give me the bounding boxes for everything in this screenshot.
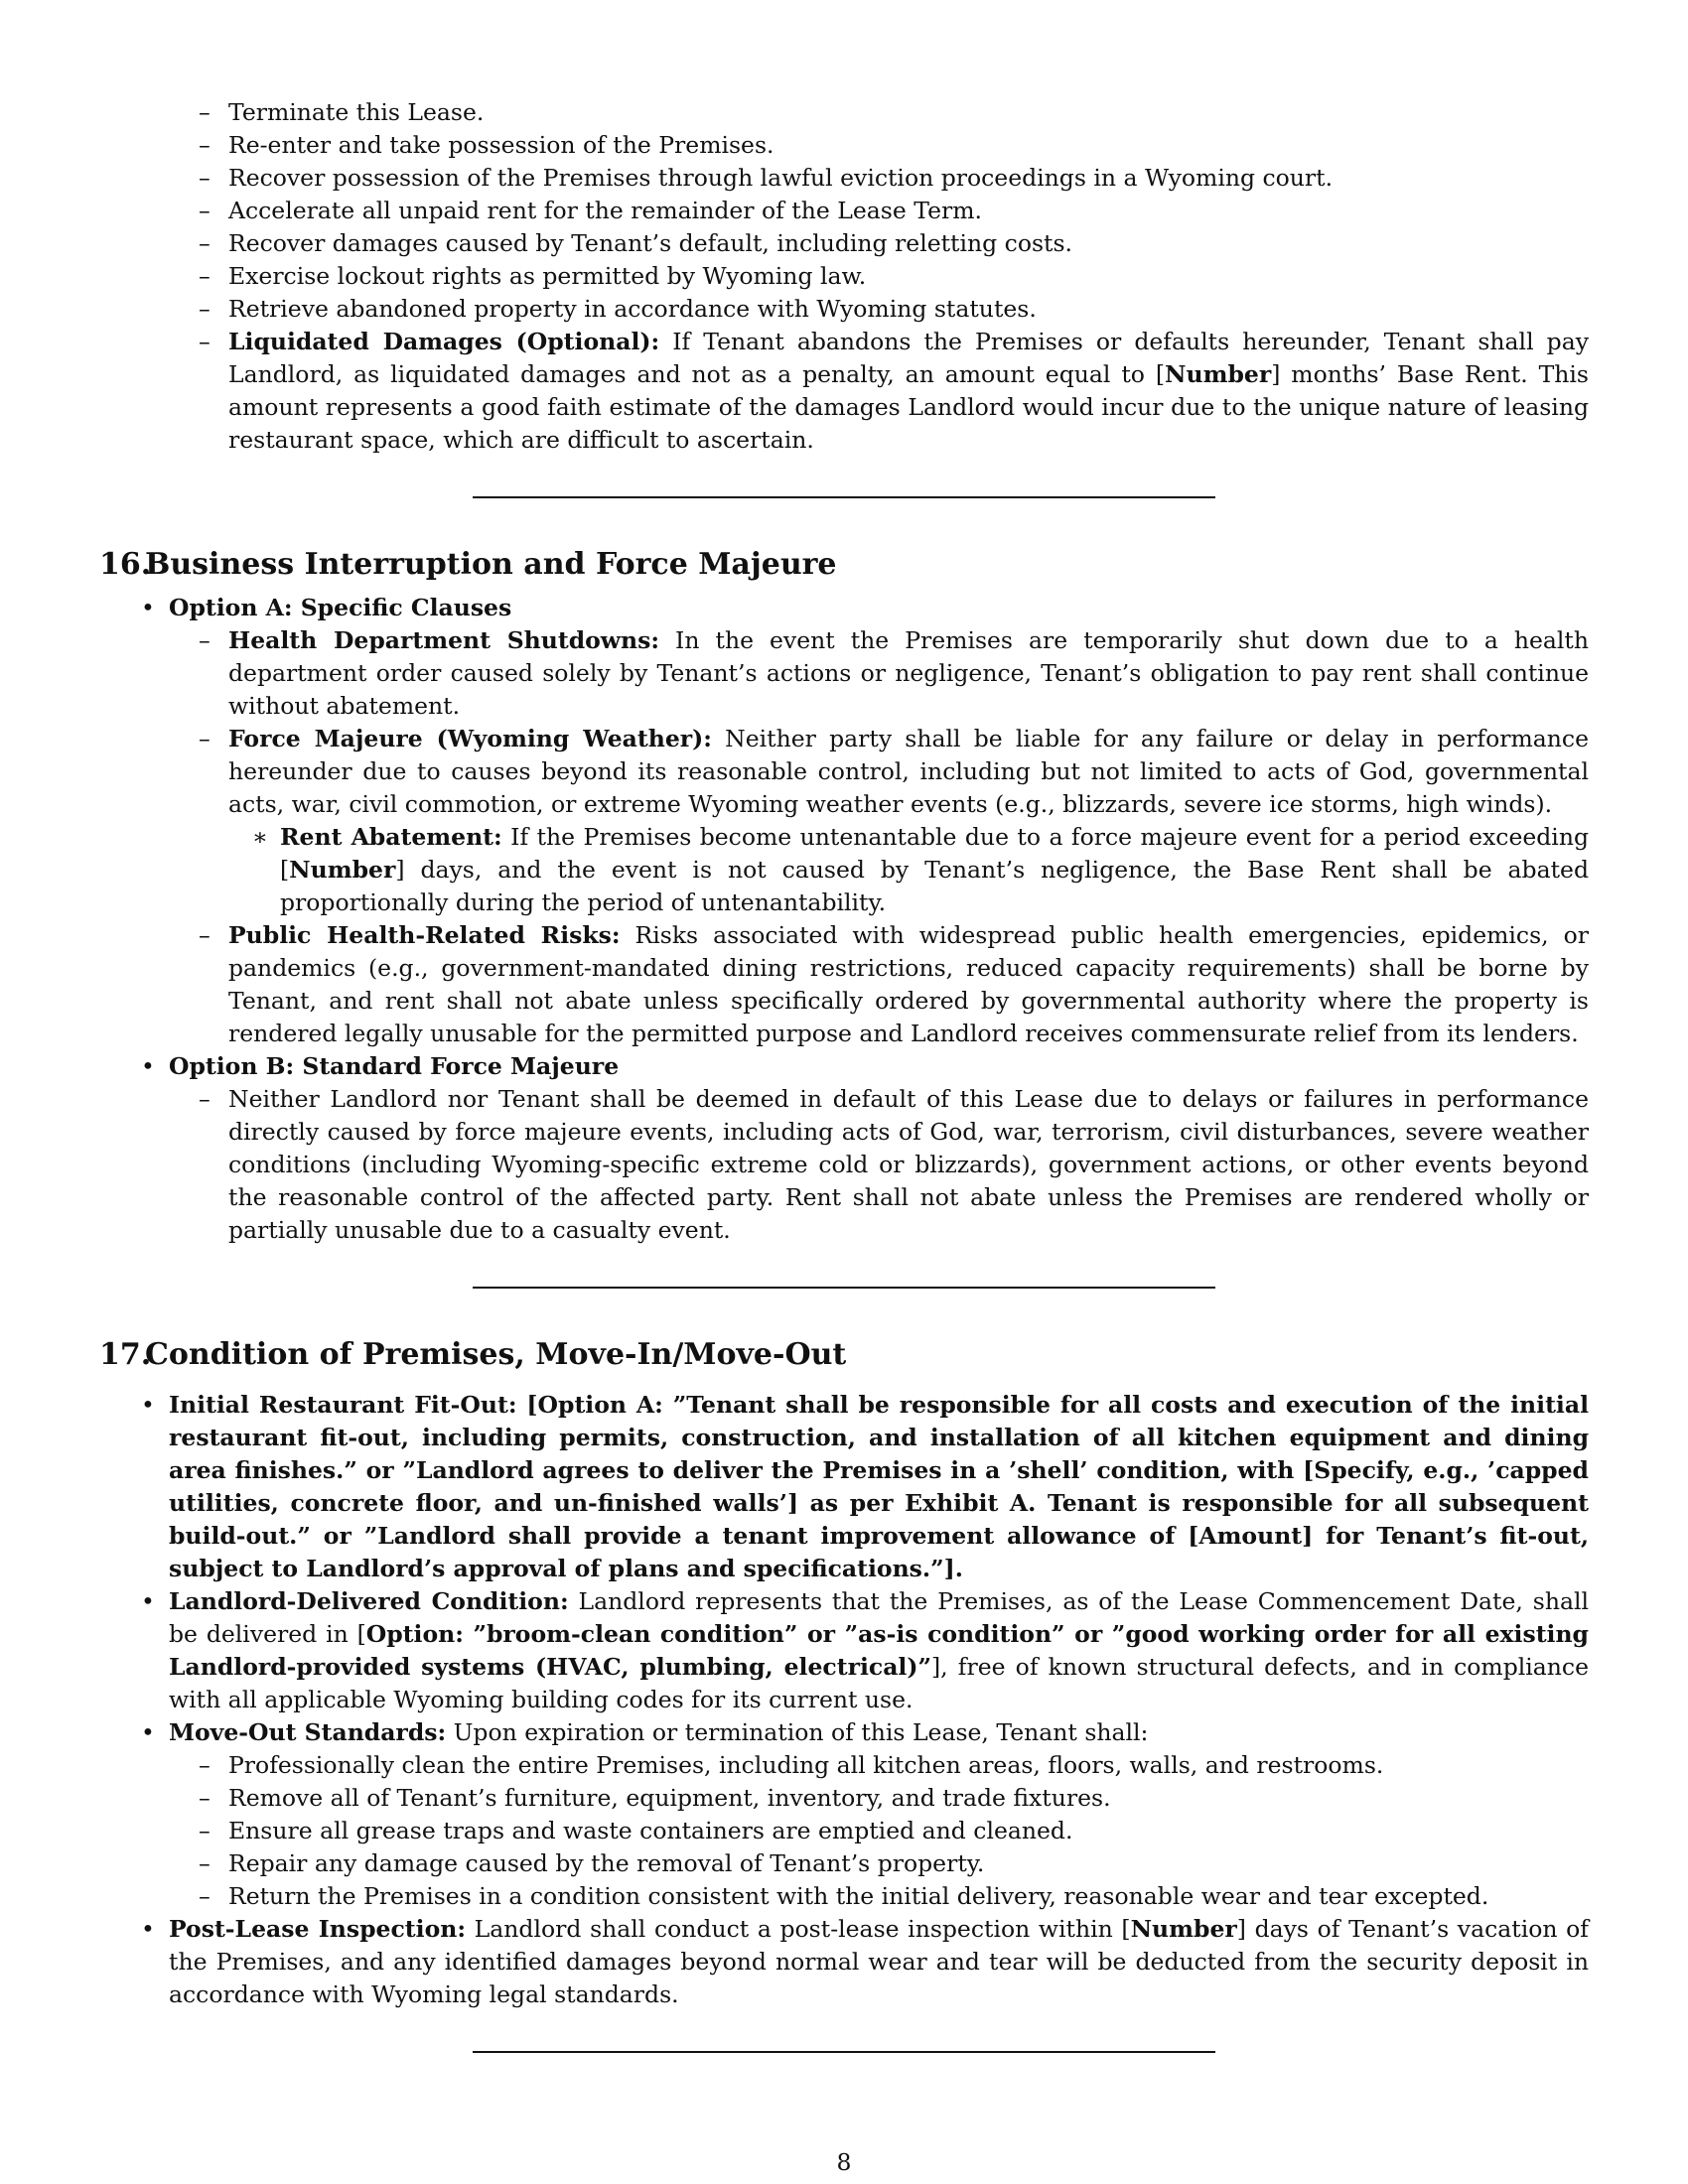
inspection-item: • Post-Lease Inspection: Landlord shall conduct a post-lease inspection within [Number] days of Tenant’s vacation of the Premises, and any identified damages beyond normal wear and tear will be deducted from the security deposit in accordance with Wyoming legal standards. — [169, 1913, 1589, 2011]
remedies-list — [99, 96, 1589, 457]
option-b-item — [169, 1050, 1589, 1247]
number-placeholder: Number — [1130, 1915, 1237, 1943]
weather-subclauses — [228, 821, 1589, 919]
option-a-label: Option A: Specific Clauses — [169, 594, 512, 621]
list-item: – Terminate this Lease. — [228, 96, 1589, 129]
list-item: – Retrieve abandoned property in accordance with Wyoming statutes. — [228, 293, 1589, 326]
number-placeholder: Number — [1165, 360, 1272, 388]
list-item: – Ensure all grease traps and waste containers are emptied and cleaned. — [228, 1815, 1589, 1847]
standard-force-majeure-clause: – Neither Landlord nor Tenant shall be deemed in default of this Lease due to delays or failures in performance directly caused by force majeure events, including acts of God, war, terrorism, civil disturbances, severe weather conditions (including Wyoming-specific extreme cold or blizzards), government actions, or other events beyond the reasonable control of the affected party. Rent shall not abate unless the Premises are rendered wholly or partially unusable due to a casualty event. — [228, 1083, 1589, 1247]
section-17-heading: 17.Condition of Premises, Move-In/Move-Out — [99, 1337, 847, 1372]
rent-abatement-clause: ∗ Rent Abatement: If the Premises become untenantable due to a force majeure event for a period exceeding [Number] days, and the event is not caused by Tenant’s negligence, the Base Rent shall be abated proportionally during the period of untenantability. — [280, 821, 1589, 919]
delivered-condition-item: • Landlord-Delivered Condition: Landlord represents that the Premises, as of the Lease Commencement Date, shall be delivered in [Option: ”broom-clean condition” or ”as-is condition” or ”good working order for all existing Landlord-provided systems (HVAC, plumbing, electrical)”], free of known structural defects, and in compliance with all applicable Wyoming building codes for its current use. — [169, 1585, 1589, 1716]
option-a-clauses — [169, 624, 1589, 1050]
list-item: – Recover possession of the Premises through lawful eviction proceedings in a Wyoming court. — [228, 162, 1589, 195]
option-b-clauses — [169, 1083, 1589, 1247]
page-number: 8 — [836, 2148, 852, 2176]
option-b-label: Option B: Standard Force Majeure — [169, 1052, 620, 1080]
option-a-item — [169, 592, 1589, 1050]
section-16-options — [99, 592, 1589, 1247]
condition-option: Option: ”broom-clean condition” or ”as-is condition” or ”good working order for all existing Landlord-provided systems (HVAC, plumbing, electrical)” — [169, 1620, 1589, 1681]
list-item: – Professionally clean the entire Premises, including all kitchen areas, floors, walls, and restrooms. — [228, 1749, 1589, 1782]
move-out-item: • Move-Out Standards: Upon expiration or termination of this Lease, Tenant shall: – Professionally clean the entire Premises, including all kitchen areas, floors, walls, and restrooms. – Remove all of Tenant’s furniture, equipment, inventory, and trade fixtures. – Ensure all grease traps and waste containers are emptied and cleaned. – Repair any damage caused by the removal of Tenant’s property. – Return the Premises in a condition consistent with the initial delivery, reasonable wear and tear excepted. — [169, 1716, 1589, 1913]
public-health-clause: – Public Health-Related Risks: Risks associated with widespread public health emergencies, epidemics, or pandemics (e.g., government-mandated dining restrictions, reduced capacity requirements) shall be borne by Tenant, and rent shall not abate unless specifically ordered by governmental authority where the property is rendered legally unusable for the permitted purpose and Landlord receives commensurate relief from its lenders. — [228, 919, 1589, 1050]
liquidated-damages-label: Liquidated Damages (Optional): — [228, 328, 660, 355]
list-item: – Repair any damage caused by the removal of Tenant’s property. — [228, 1847, 1589, 1880]
move-out-list — [169, 1749, 1589, 1913]
fit-out-item: • Initial Restaurant Fit-Out: [Option A: ”Tenant shall be responsible for all costs and execution of the initial restaurant fit-out, including permits, construction, and installation of all kitchen equipment and dining area finishes.” or ”Landlord agrees to deliver the Premises in a ’shell’ condition, with [Specify, e.g., ’capped utilities, concrete floor, and un-finished walls’] as per Exhibit A. Tenant is responsible for all subsequent build-out.” or ”Landlord shall provide a tenant improvement allowance of [Amount] for Tenant’s fit-out, subject to Landlord’s approval of plans and specifications.”]. — [169, 1389, 1589, 1585]
number-placeholder: Number — [289, 856, 396, 884]
page-content — [99, 96, 1589, 2053]
section-16-heading: 16.Business Interruption and Force Majeure — [99, 547, 837, 582]
list-item: – Return the Premises in a condition consistent with the initial delivery, reasonable wear and tear excepted. — [228, 1880, 1589, 1913]
list-item: – Remove all of Tenant’s furniture, equipment, inventory, and trade fixtures. — [228, 1782, 1589, 1815]
list-item: – Re-enter and take possession of the Premises. — [228, 129, 1589, 162]
liquidated-damages-item: – Liquidated Damages (Optional): If Tenant abandons the Premises or defaults hereunder, Tenant shall pay Landlord, as liquidated damages and not as a penalty, an amount equal to [Number] months’ Base Rent. This amount represents a good faith estimate of the damages Landlord would incur due to the unique nature of leasing restaurant space, which are difficult to ascertain. — [228, 326, 1589, 457]
list-item: – Recover damages caused by Tenant’s default, including reletting costs. — [228, 227, 1589, 260]
list-item: – Accelerate all unpaid rent for the remainder of the Lease Term. — [228, 195, 1589, 227]
health-shutdown-clause: – Health Department Shutdowns: In the event the Premises are temporarily shut down due to a health department order caused solely by Tenant’s actions or negligence, Tenant’s obligation to pay rent shall continue without abatement. — [228, 624, 1589, 723]
list-item: – Exercise lockout rights as permitted by Wyoming law. — [228, 260, 1589, 293]
section-divider — [473, 2051, 1215, 2053]
section-17-items — [99, 1389, 1589, 2011]
weather-clause: – Force Majeure (Wyoming Weather): Neither party shall be liable for any failure or delay in performance hereunder due to causes beyond its reasonable control, including but not limited to acts of God, governmental acts, war, civil commotion, or extreme Wyoming weather events (e.g., blizzards, severe ice storms, high winds). ∗ Rent Abatement: If the Premises become untenantable due to a force majeure event for a period exceeding [Number] days, and the event is not caused by Tenant’s negligence, the Base Rent shall be abated proportionally during the period of untenantability. — [228, 723, 1589, 919]
